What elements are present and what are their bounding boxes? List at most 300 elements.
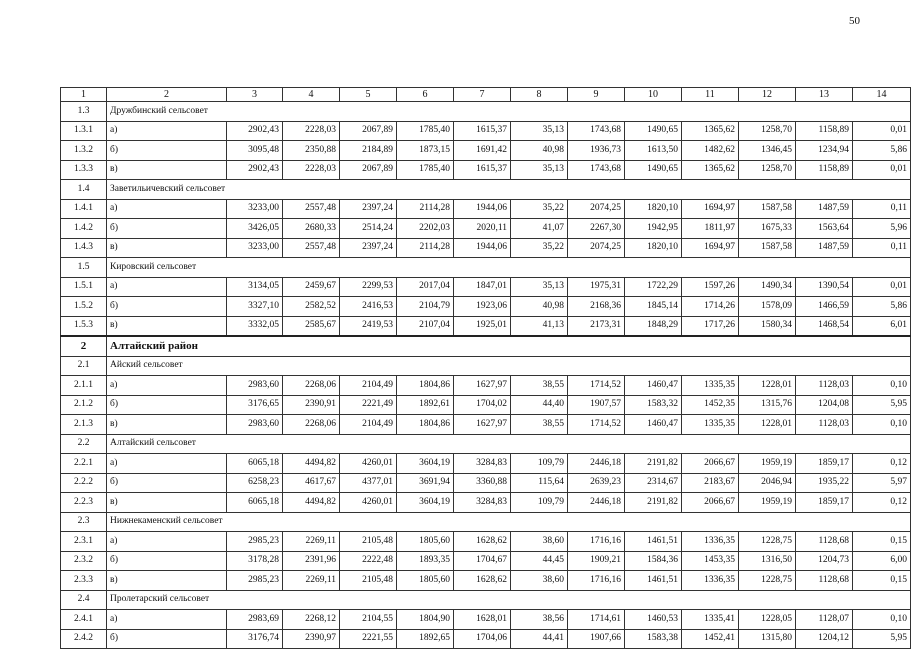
column-header: 9	[568, 88, 625, 102]
value-cell: 1628,62	[454, 532, 511, 552]
row-code: 1.3	[61, 102, 107, 122]
value-cell: 1128,68	[796, 571, 853, 591]
value-cell: 1468,54	[796, 316, 853, 336]
value-cell: 2269,11	[283, 532, 340, 552]
value-cell: 1460,47	[625, 415, 682, 435]
value-cell: 35,13	[511, 121, 568, 141]
value-cell: 2173,31	[568, 316, 625, 336]
value-cell: 5,96	[853, 219, 911, 239]
value-cell: 1859,17	[796, 454, 853, 474]
value-cell: 1714,26	[682, 297, 739, 317]
value-cell: 1820,10	[625, 238, 682, 258]
value-cell: 1578,09	[739, 297, 796, 317]
table-row	[61, 297, 911, 317]
value-cell: 3604,19	[397, 454, 454, 474]
value-cell: 2228,03	[283, 160, 340, 180]
value-cell: 1785,40	[397, 160, 454, 180]
row-label: а)	[107, 610, 227, 630]
value-cell: 1704,06	[454, 629, 511, 649]
row-code: 2.4.1	[61, 610, 107, 630]
value-cell: 1675,33	[739, 219, 796, 239]
table-row	[61, 532, 911, 552]
value-cell: 1587,58	[739, 238, 796, 258]
value-cell: 2446,18	[568, 454, 625, 474]
value-cell: 2416,53	[340, 297, 397, 317]
row-label: в)	[107, 238, 227, 258]
row-label: б)	[107, 395, 227, 415]
row-label: в)	[107, 415, 227, 435]
value-cell: 0,10	[853, 376, 911, 396]
value-cell: 1128,07	[796, 610, 853, 630]
value-cell: 1461,51	[625, 532, 682, 552]
section-title: Нижнекаменский сельсовет	[107, 512, 911, 532]
value-cell: 1583,32	[625, 395, 682, 415]
table-row	[61, 219, 911, 239]
value-cell: 35,13	[511, 160, 568, 180]
row-code: 1.5.2	[61, 297, 107, 317]
table-row	[61, 629, 911, 649]
value-cell: 2314,67	[625, 473, 682, 493]
column-header: 6	[397, 88, 454, 102]
value-cell: 1490,65	[625, 121, 682, 141]
value-cell: 1907,66	[568, 629, 625, 649]
value-cell: 1204,73	[796, 551, 853, 571]
value-cell: 1128,03	[796, 415, 853, 435]
value-cell: 2228,03	[283, 121, 340, 141]
value-cell: 1942,95	[625, 219, 682, 239]
value-cell: 2105,48	[340, 571, 397, 591]
value-cell: 1628,62	[454, 571, 511, 591]
row-code: 2.1	[61, 356, 107, 376]
value-cell: 1694,97	[682, 199, 739, 219]
value-cell: 1694,97	[682, 238, 739, 258]
table-row	[61, 454, 911, 474]
value-cell: 1615,37	[454, 160, 511, 180]
row-label: б)	[107, 297, 227, 317]
value-cell: 2514,24	[340, 219, 397, 239]
value-cell: 1466,59	[796, 297, 853, 317]
value-cell: 1743,68	[568, 160, 625, 180]
column-header: 11	[682, 88, 739, 102]
value-cell: 2268,06	[283, 415, 340, 435]
value-cell: 0,01	[853, 160, 911, 180]
row-label: а)	[107, 121, 227, 141]
value-cell: 44,41	[511, 629, 568, 649]
section-title: Заветильичевский сельсовет	[107, 180, 911, 200]
section-row	[61, 180, 911, 200]
value-cell: 2017,04	[397, 277, 454, 297]
value-cell: 1204,12	[796, 629, 853, 649]
row-code: 2.2.1	[61, 454, 107, 474]
value-cell: 5,95	[853, 629, 911, 649]
section-title: Кировский сельсовет	[107, 258, 911, 278]
value-cell: 0,12	[853, 454, 911, 474]
value-cell: 1204,08	[796, 395, 853, 415]
column-header: 2	[107, 88, 227, 102]
value-cell: 1716,16	[568, 532, 625, 552]
value-cell: 3233,00	[227, 199, 283, 219]
value-cell: 3284,83	[454, 454, 511, 474]
value-cell: 2221,49	[340, 395, 397, 415]
column-header: 1	[61, 88, 107, 102]
row-code: 2	[61, 336, 107, 356]
row-code: 1.5.3	[61, 316, 107, 336]
value-cell: 2902,43	[227, 121, 283, 141]
value-cell: 1597,26	[682, 277, 739, 297]
value-cell: 2350,88	[283, 141, 340, 161]
value-cell: 109,79	[511, 493, 568, 513]
table-row	[61, 395, 911, 415]
value-cell: 3178,28	[227, 551, 283, 571]
value-cell: 1487,59	[796, 199, 853, 219]
table-row	[61, 493, 911, 513]
column-header: 3	[227, 88, 283, 102]
value-cell: 1785,40	[397, 121, 454, 141]
column-header: 13	[796, 88, 853, 102]
value-cell: 38,60	[511, 571, 568, 591]
value-cell: 2067,89	[340, 160, 397, 180]
value-cell: 1315,80	[739, 629, 796, 649]
value-cell: 3134,05	[227, 277, 283, 297]
value-cell: 1390,54	[796, 277, 853, 297]
value-cell: 2390,91	[283, 395, 340, 415]
row-code: 2.1.3	[61, 415, 107, 435]
value-cell: 1804,90	[397, 610, 454, 630]
value-cell: 2397,24	[340, 238, 397, 258]
value-cell: 1158,89	[796, 121, 853, 141]
row-code: 2.2	[61, 434, 107, 454]
value-cell: 1804,86	[397, 415, 454, 435]
value-cell: 2107,04	[397, 316, 454, 336]
value-cell: 1228,01	[739, 415, 796, 435]
value-cell: 115,64	[511, 473, 568, 493]
table-body	[61, 88, 911, 649]
value-cell: 38,60	[511, 532, 568, 552]
value-cell: 1923,06	[454, 297, 511, 317]
value-cell: 3095,48	[227, 141, 283, 161]
value-cell: 1365,62	[682, 121, 739, 141]
column-header: 8	[511, 88, 568, 102]
value-cell: 0,15	[853, 571, 911, 591]
row-label: б)	[107, 629, 227, 649]
section-row	[61, 356, 911, 376]
row-code: 1.3.2	[61, 141, 107, 161]
value-cell: 1935,22	[796, 473, 853, 493]
value-cell: 1460,47	[625, 376, 682, 396]
value-cell: 1722,29	[625, 277, 682, 297]
value-cell: 0,10	[853, 610, 911, 630]
value-cell: 1944,06	[454, 199, 511, 219]
value-cell: 1805,60	[397, 532, 454, 552]
value-cell: 0,11	[853, 238, 911, 258]
column-header: 12	[739, 88, 796, 102]
value-cell: 1128,03	[796, 376, 853, 396]
value-cell: 2902,43	[227, 160, 283, 180]
value-cell: 41,07	[511, 219, 568, 239]
value-cell: 35,22	[511, 238, 568, 258]
value-cell: 6065,18	[227, 454, 283, 474]
table-header-row	[61, 88, 911, 102]
row-code: 1.4.1	[61, 199, 107, 219]
value-cell: 3691,94	[397, 473, 454, 493]
row-code: 1.3.3	[61, 160, 107, 180]
value-cell: 2983,69	[227, 610, 283, 630]
value-cell: 40,98	[511, 297, 568, 317]
value-cell: 2585,67	[283, 316, 340, 336]
value-cell: 2268,06	[283, 376, 340, 396]
value-cell: 38,55	[511, 376, 568, 396]
value-cell: 2066,67	[682, 454, 739, 474]
value-cell: 1805,60	[397, 571, 454, 591]
value-cell: 1717,26	[682, 316, 739, 336]
value-cell: 1482,62	[682, 141, 739, 161]
section-title: Пролетарский сельсовет	[107, 590, 911, 610]
value-cell: 1584,36	[625, 551, 682, 571]
value-cell: 1848,29	[625, 316, 682, 336]
value-cell: 38,55	[511, 415, 568, 435]
value-cell: 2104,79	[397, 297, 454, 317]
value-cell: 2074,25	[568, 199, 625, 219]
value-cell: 5,97	[853, 473, 911, 493]
value-cell: 3233,00	[227, 238, 283, 258]
value-cell: 2104,55	[340, 610, 397, 630]
value-cell: 3176,74	[227, 629, 283, 649]
value-cell: 1892,65	[397, 629, 454, 649]
value-cell: 1452,35	[682, 395, 739, 415]
row-label: а)	[107, 532, 227, 552]
section-title: Дружбинский сельсовет	[107, 102, 911, 122]
value-cell: 2191,82	[625, 493, 682, 513]
value-cell: 3176,65	[227, 395, 283, 415]
value-cell: 2221,55	[340, 629, 397, 649]
value-cell: 1228,75	[739, 571, 796, 591]
value-cell: 2639,23	[568, 473, 625, 493]
value-cell: 1959,19	[739, 454, 796, 474]
tariff-table	[60, 87, 911, 649]
value-cell: 1627,97	[454, 376, 511, 396]
row-label: в)	[107, 571, 227, 591]
value-cell: 2067,89	[340, 121, 397, 141]
value-cell: 1580,34	[739, 316, 796, 336]
value-cell: 1335,41	[682, 610, 739, 630]
value-cell: 1907,57	[568, 395, 625, 415]
row-code: 2.2.3	[61, 493, 107, 513]
value-cell: 1959,19	[739, 493, 796, 513]
value-cell: 1128,68	[796, 532, 853, 552]
value-cell: 1615,37	[454, 121, 511, 141]
row-code: 1.4.3	[61, 238, 107, 258]
table-row	[61, 238, 911, 258]
value-cell: 1452,41	[682, 629, 739, 649]
value-cell: 1490,34	[739, 277, 796, 297]
row-label: в)	[107, 316, 227, 336]
column-header: 10	[625, 88, 682, 102]
district-row	[61, 336, 911, 356]
value-cell: 4494,82	[283, 454, 340, 474]
value-cell: 0,15	[853, 532, 911, 552]
value-cell: 1820,10	[625, 199, 682, 219]
value-cell: 1859,17	[796, 493, 853, 513]
row-code: 2.3.2	[61, 551, 107, 571]
value-cell: 4260,01	[340, 454, 397, 474]
value-cell: 2985,23	[227, 532, 283, 552]
value-cell: 1893,35	[397, 551, 454, 571]
value-cell: 1228,01	[739, 376, 796, 396]
value-cell: 109,79	[511, 454, 568, 474]
section-title: Алтайский район	[107, 336, 911, 356]
value-cell: 1490,65	[625, 160, 682, 180]
row-code: 2.4	[61, 590, 107, 610]
value-cell: 3332,05	[227, 316, 283, 336]
table-row	[61, 415, 911, 435]
value-cell: 2066,67	[682, 493, 739, 513]
value-cell: 5,86	[853, 297, 911, 317]
column-header: 5	[340, 88, 397, 102]
value-cell: 1845,14	[625, 297, 682, 317]
row-label: б)	[107, 219, 227, 239]
value-cell: 3284,83	[454, 493, 511, 513]
value-cell: 2299,53	[340, 277, 397, 297]
value-cell: 2557,48	[283, 238, 340, 258]
value-cell: 1714,61	[568, 610, 625, 630]
column-header: 4	[283, 88, 340, 102]
row-label: а)	[107, 376, 227, 396]
value-cell: 5,86	[853, 141, 911, 161]
row-code: 2.4.2	[61, 629, 107, 649]
value-cell: 2184,89	[340, 141, 397, 161]
value-cell: 0,11	[853, 199, 911, 219]
value-cell: 2983,60	[227, 376, 283, 396]
value-cell: 1975,31	[568, 277, 625, 297]
section-title: Алтайский сельсовет	[107, 434, 911, 454]
row-code: 2.3.3	[61, 571, 107, 591]
value-cell: 44,45	[511, 551, 568, 571]
row-label: а)	[107, 454, 227, 474]
section-row	[61, 434, 911, 454]
column-header: 7	[454, 88, 511, 102]
row-label: в)	[107, 160, 227, 180]
value-cell: 40,98	[511, 141, 568, 161]
row-code: 1.3.1	[61, 121, 107, 141]
value-cell: 1336,35	[682, 532, 739, 552]
value-cell: 2183,67	[682, 473, 739, 493]
value-cell: 4377,01	[340, 473, 397, 493]
value-cell: 1628,01	[454, 610, 511, 630]
value-cell: 1909,21	[568, 551, 625, 571]
value-cell: 2074,25	[568, 238, 625, 258]
value-cell: 2114,28	[397, 238, 454, 258]
value-cell: 3426,05	[227, 219, 283, 239]
value-cell: 1460,53	[625, 610, 682, 630]
row-label: б)	[107, 141, 227, 161]
value-cell: 1453,35	[682, 551, 739, 571]
value-cell: 2267,30	[568, 219, 625, 239]
value-cell: 1714,52	[568, 415, 625, 435]
section-row	[61, 590, 911, 610]
value-cell: 4494,82	[283, 493, 340, 513]
table-row	[61, 316, 911, 336]
value-cell: 6,00	[853, 551, 911, 571]
value-cell: 1336,35	[682, 571, 739, 591]
value-cell: 0,01	[853, 121, 911, 141]
table-row	[61, 571, 911, 591]
table-row	[61, 473, 911, 493]
value-cell: 1925,01	[454, 316, 511, 336]
value-cell: 1691,42	[454, 141, 511, 161]
row-code: 2.3.1	[61, 532, 107, 552]
row-code: 1.5.1	[61, 277, 107, 297]
value-cell: 2391,96	[283, 551, 340, 571]
value-cell: 4617,67	[283, 473, 340, 493]
row-label: а)	[107, 277, 227, 297]
value-cell: 0,12	[853, 493, 911, 513]
row-code: 1.5	[61, 258, 107, 278]
value-cell: 2582,52	[283, 297, 340, 317]
value-cell: 3360,88	[454, 473, 511, 493]
value-cell: 6,01	[853, 316, 911, 336]
value-cell: 1804,86	[397, 376, 454, 396]
value-cell: 2105,48	[340, 532, 397, 552]
value-cell: 2046,94	[739, 473, 796, 493]
value-cell: 2104,49	[340, 415, 397, 435]
table-row	[61, 376, 911, 396]
value-cell: 2020,11	[454, 219, 511, 239]
value-cell: 3604,19	[397, 493, 454, 513]
value-cell: 3327,10	[227, 297, 283, 317]
row-label: а)	[107, 199, 227, 219]
row-code: 2.3	[61, 512, 107, 532]
value-cell: 1258,70	[739, 121, 796, 141]
value-cell: 6065,18	[227, 493, 283, 513]
value-cell: 1335,35	[682, 376, 739, 396]
value-cell: 1873,15	[397, 141, 454, 161]
value-cell: 1315,76	[739, 395, 796, 415]
value-cell: 1714,52	[568, 376, 625, 396]
value-cell: 41,13	[511, 316, 568, 336]
value-cell: 2459,67	[283, 277, 340, 297]
section-row	[61, 258, 911, 278]
value-cell: 4260,01	[340, 493, 397, 513]
value-cell: 1847,01	[454, 277, 511, 297]
value-cell: 0,01	[853, 277, 911, 297]
value-cell: 0,10	[853, 415, 911, 435]
table-row	[61, 277, 911, 297]
value-cell: 38,56	[511, 610, 568, 630]
value-cell: 1936,73	[568, 141, 625, 161]
section-row	[61, 512, 911, 532]
value-cell: 2557,48	[283, 199, 340, 219]
section-title: Айский сельсовет	[107, 356, 911, 376]
value-cell: 1587,58	[739, 199, 796, 219]
value-cell: 2446,18	[568, 493, 625, 513]
page-number: 50	[849, 15, 860, 27]
value-cell: 2202,03	[397, 219, 454, 239]
value-cell: 1461,51	[625, 571, 682, 591]
value-cell: 1704,67	[454, 551, 511, 571]
row-label: в)	[107, 493, 227, 513]
value-cell: 1335,35	[682, 415, 739, 435]
value-cell: 2419,53	[340, 316, 397, 336]
value-cell: 1892,61	[397, 395, 454, 415]
value-cell: 1487,59	[796, 238, 853, 258]
table-row	[61, 199, 911, 219]
row-code: 1.4	[61, 180, 107, 200]
row-code: 2.1.2	[61, 395, 107, 415]
value-cell: 1811,97	[682, 219, 739, 239]
value-cell: 35,13	[511, 277, 568, 297]
value-cell: 2114,28	[397, 199, 454, 219]
value-cell: 1716,16	[568, 571, 625, 591]
